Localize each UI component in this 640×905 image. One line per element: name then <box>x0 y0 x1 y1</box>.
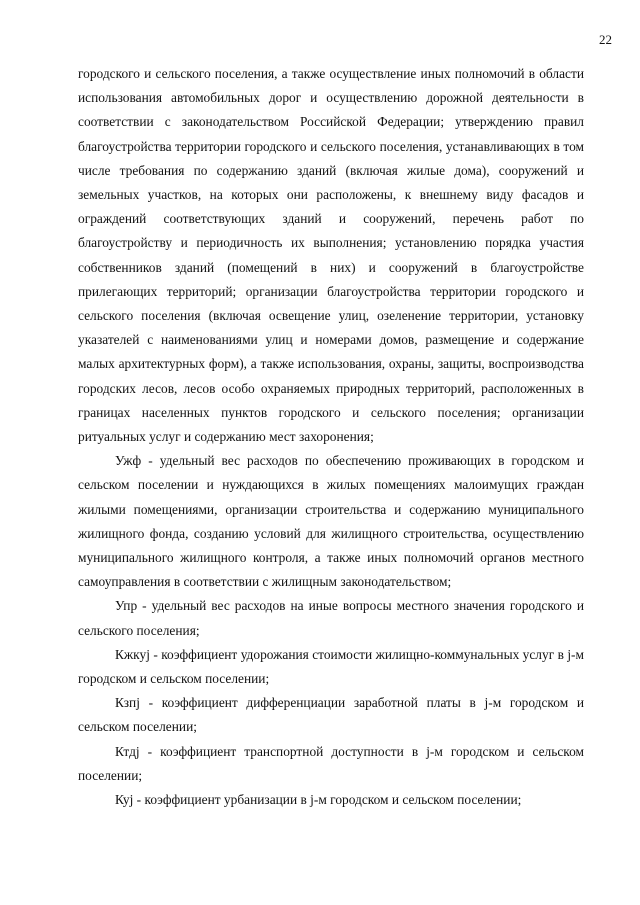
paragraph-uzhf: Ужф - удельный вес расходов по обеспечению проживающих в городском и сельском поселении и нуждающихся в жилых помещениях малоимущих граждан жилыми помещениями, организации строительства и содержанию муниципального жилищного фонда, созданию условий для жилищного строительства, осуществлению муниципального жилищного контроля, а также иных полномочий органов местного самоуправления в соответствии с жилищным законодательством; <box>78 453 584 590</box>
paragraph-ktd: Ктдj - коэффициент транспортной доступности в j-м городском и сельском поселении; <box>78 743 584 783</box>
paragraph-kzp: Кзпj - коэффициент дифференциации заработной платы в j-м городском и сельском поселении; <box>78 695 584 735</box>
paragraph-upr: Упр - удельный вес расходов на иные вопросы местного значения городского и сельского поселения; <box>78 598 584 638</box>
paragraph-kzhku: Кжкуj - коэффициент удорожания стоимости жилищно-коммунальных услуг в j-м городском и сельском поселении; <box>78 646 584 687</box>
paragraph-continuation: городского и сельского поселения, а также осуществление иных полномочий в области использования автомобильных дорог и осуществлению дорожной деятельности в соответствии с законодательством Российской Федерации; утверждению правил благоустройства территории городского и сельского поселения, устанавливающих в том числе требования по содержанию зданий (включая жилые дома), сооружений и земельных участков, на которых они расположены, к внешнему виду фасадов и ограждений соответствующих зданий и сооружений, перечень работ по благоустройству и периодичность их выполнения; установлению порядка участия собственников зданий (помещений в них) и сооружений в благоустройстве прилегающих территорий; организации благоустройства территории городского и сельского поселения (включая освещение улиц, озеленение территории, установку указателей с наименованиями улиц и номерами домов, размещение и содержание малых архитектурных форм), а также использования, охраны, защиты, воспроизводства городских лесов, лесов особо охраняемых природных территорий, расположенных в границах населенных пунктов городского и сельского поселения; организации ритуальных услуг и содержанию мест захоронения; <box>78 66 584 445</box>
paragraph-ku: Куj - коэффициент урбанизации в j-м городском и сельском поселении; <box>115 792 522 808</box>
document-body <box>78 62 584 812</box>
page-number: 22 <box>599 32 612 47</box>
